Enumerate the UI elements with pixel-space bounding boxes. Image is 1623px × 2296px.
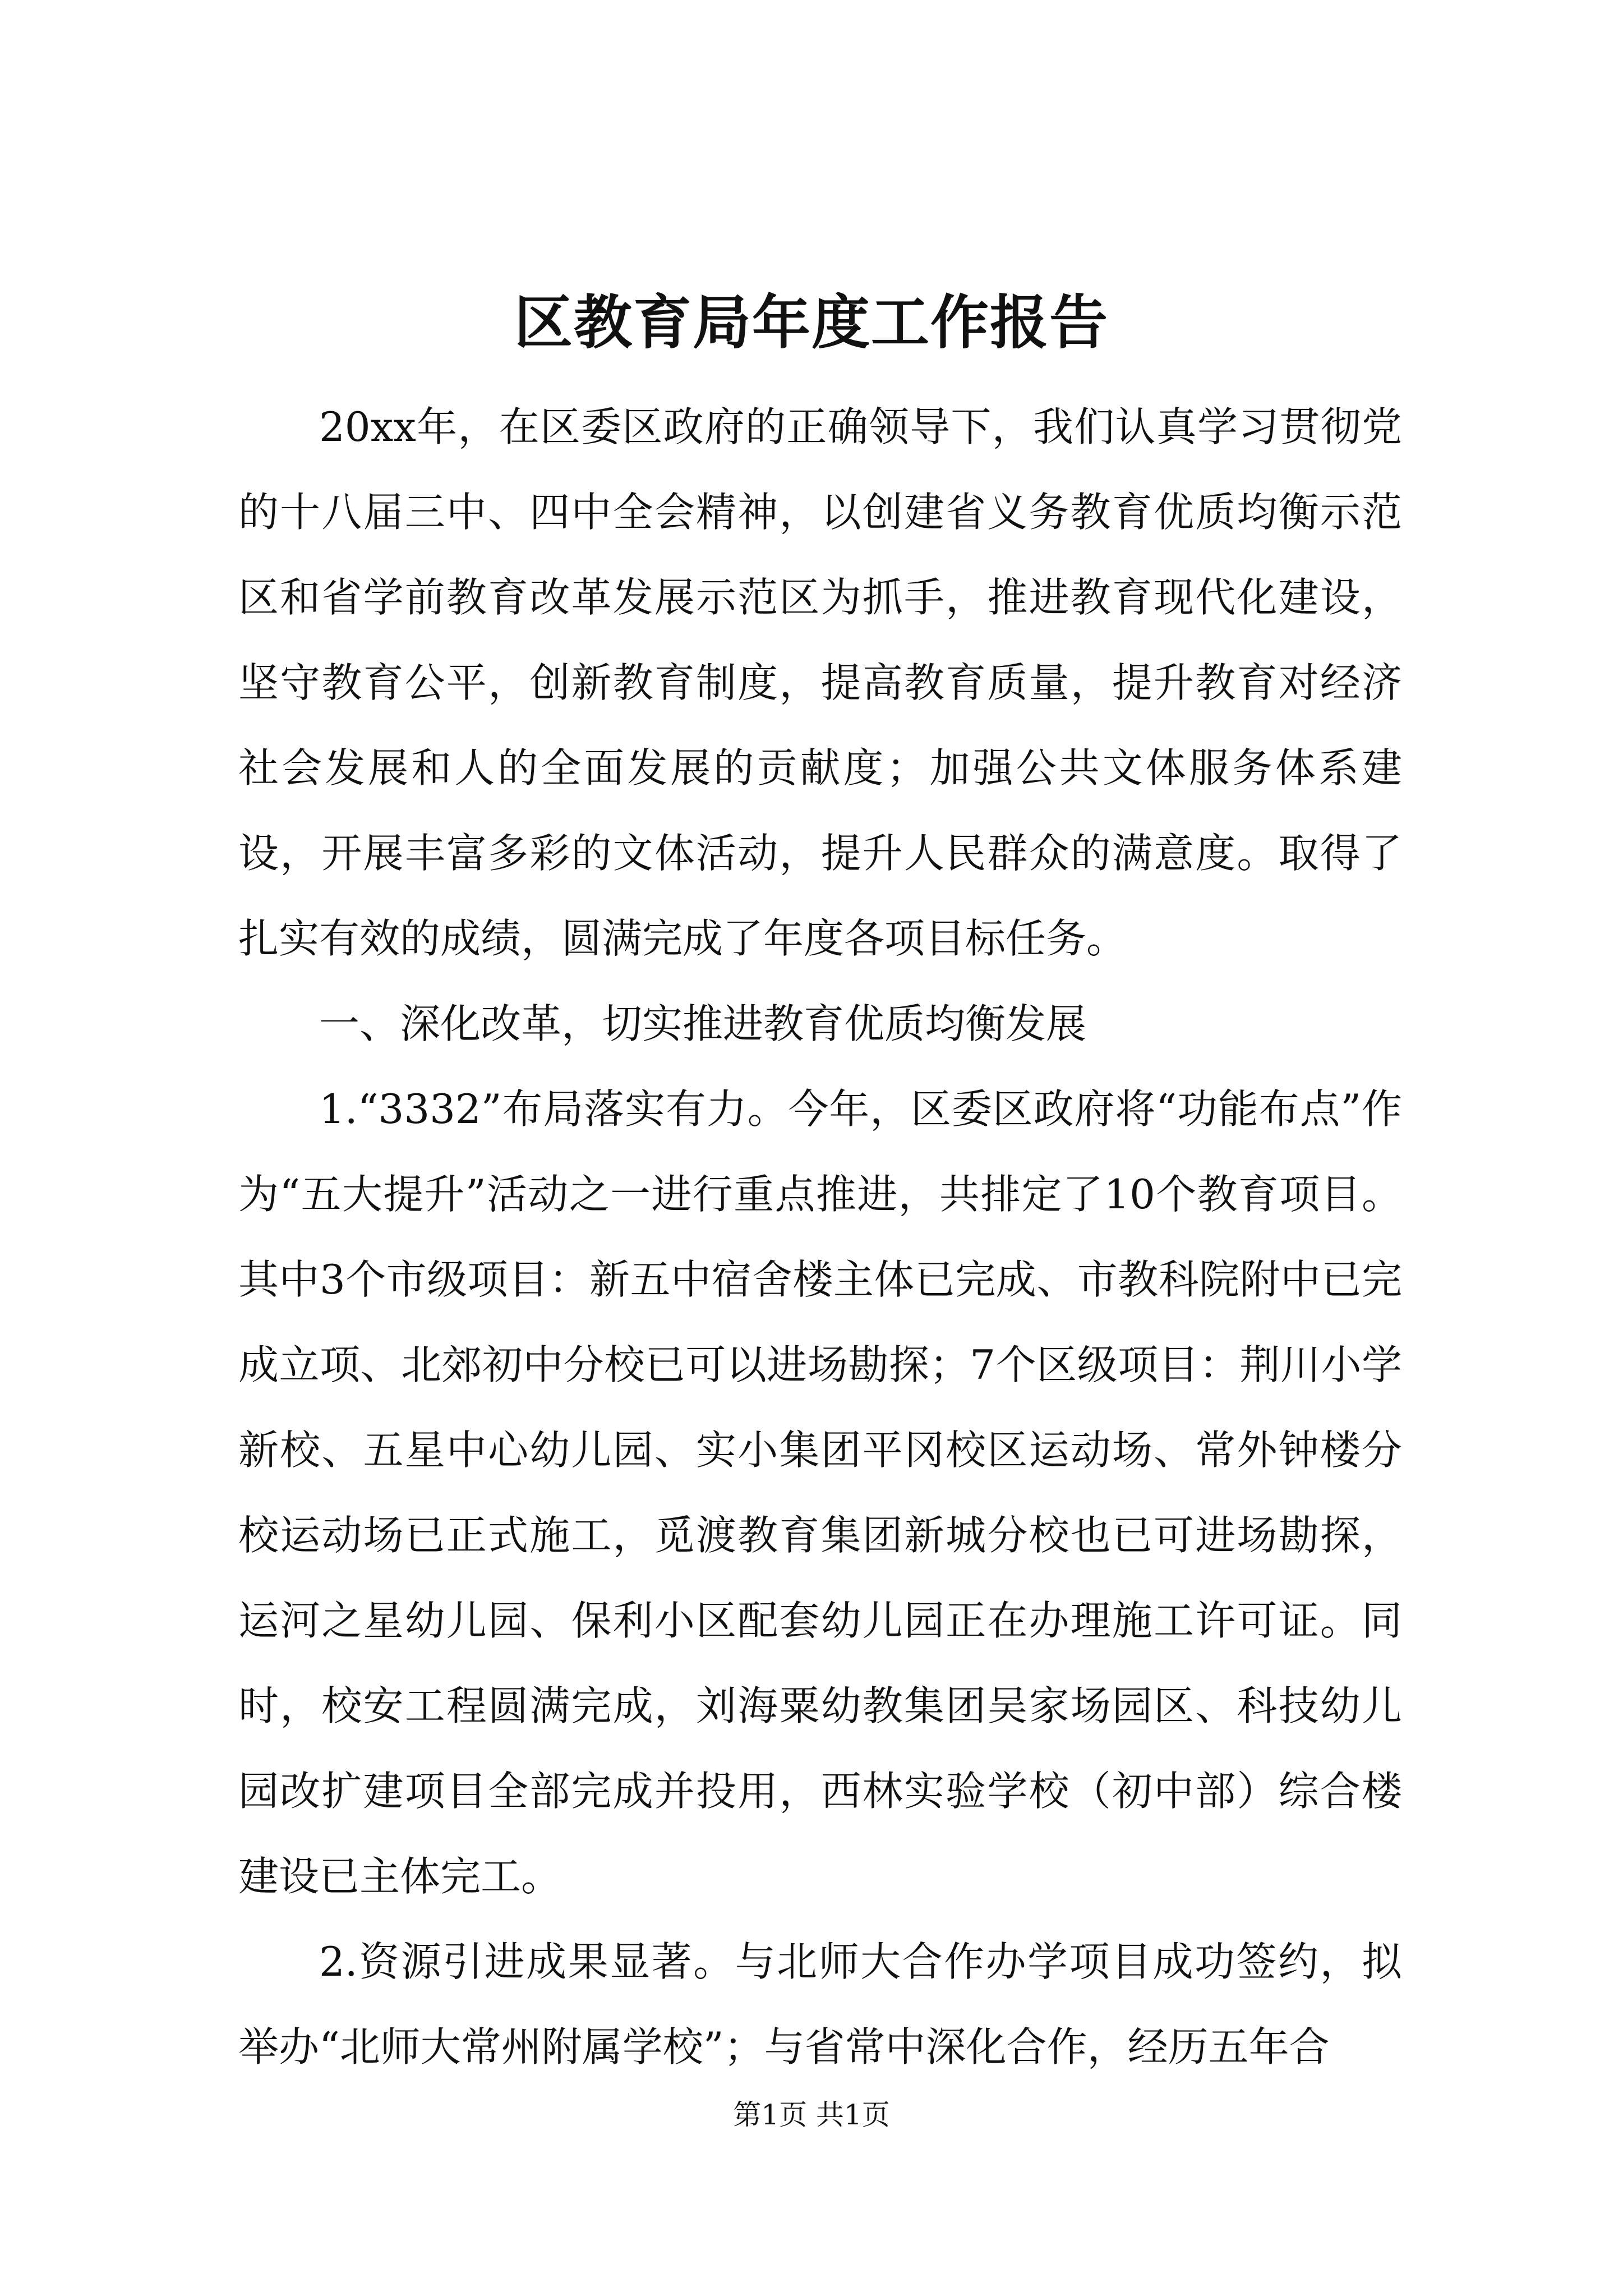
section-heading: 一、深化改革，切实推进教育优质均衡发展 xyxy=(319,1000,1087,1047)
document-title: 区教育局年度工作报告 xyxy=(514,288,1109,357)
body-paragraph: 2.资源引进成果显著。与北师大合作办学项目成功签约，拟举办“北师大常州附属学校”；与省常中深化合作，经历五年合 xyxy=(238,1938,1402,2070)
body-paragraph: 20xx年，在区委区政府的正确领导下，我们认真学习贯彻党的十八届三中、四中全会精神，以创建省义务教育优质均衡示范区和省学前教育改革发展示范区为抓手，推进教育现代化建设，坚守教育公平，创新教育制度，提高教育质量，提升教育对经济社会发展和人的全面发展的贡献度；加强公共文体服务体系建设，开展丰富多彩的文体活动，提升人民群众的满意度。取得了扎实有效的成绩，圆满完成了年度各项目标任务。 xyxy=(238,403,1402,962)
body-paragraph: 1.“3332”布局落实有力。今年，区委区政府将“功能布点”作为“五大提升”活动之一进行重点推进，共排定了10个教育项目。其中3个市级项目：新五中宿舍楼主体已完成、市教科院附中已完成立项、北郊初中分校已可以进场勘探；7个区级项目：荆川小学新校、五星中心幼儿园、实小集团平冈校区运动场、常外钟楼分校运动场已正式施工，觅渡教育集团新城分校也已可进场勘探，运河之星幼儿园、保利小区配套幼儿园正在办理施工许可证。同时，校安工程圆满完成，刘海粟幼教集团吴家场园区、科技幼儿园改扩建项目全部完成并投用，西林实验学校（初中部）综合楼建设已主体完工。 xyxy=(238,1085,1402,1900)
document-body xyxy=(238,384,1402,2090)
page-footer: 第1页 共1页 xyxy=(733,2099,890,2131)
